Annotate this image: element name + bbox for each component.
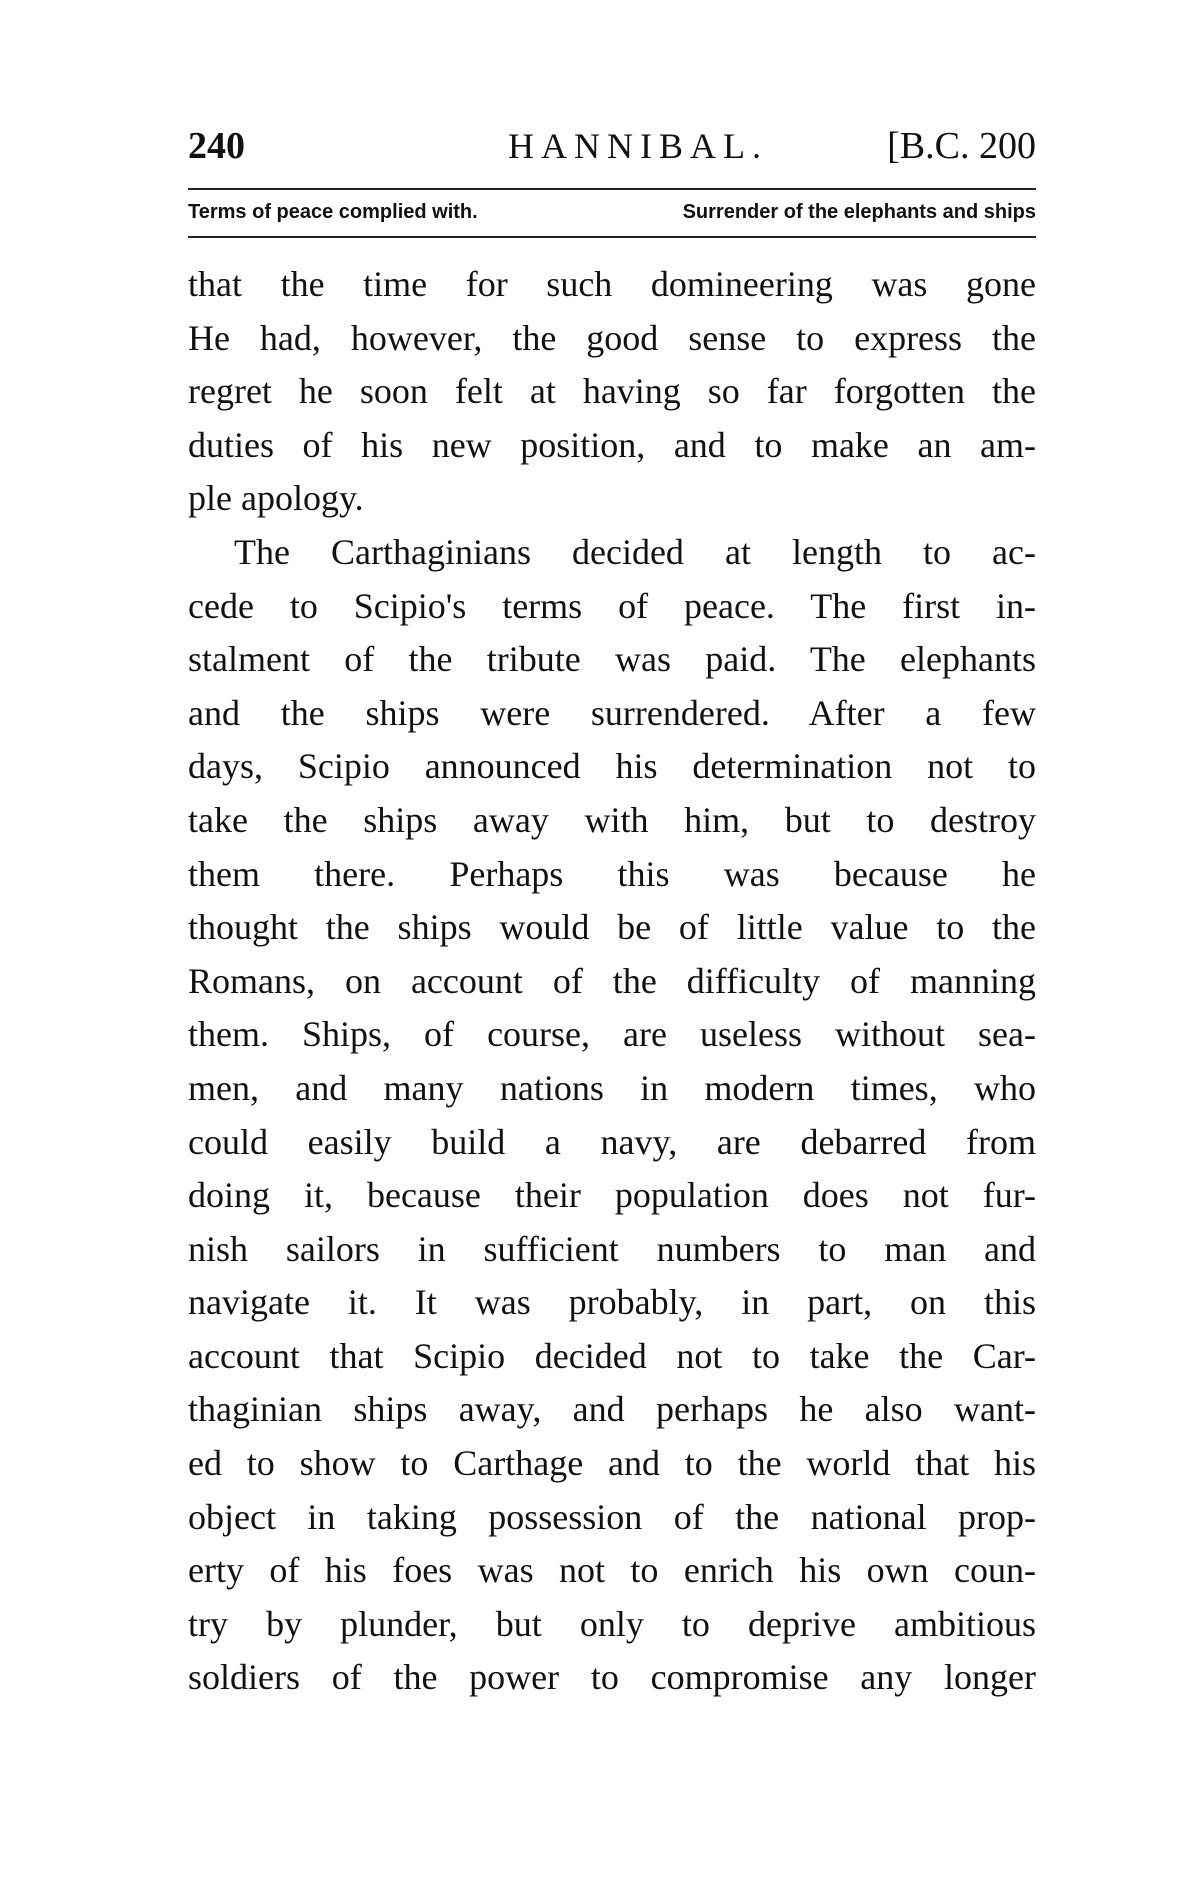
header-rule-top <box>188 188 1036 190</box>
text-line: stalment of the tribute was paid. The elephants <box>188 639 1036 680</box>
text-line: thought the ships would be of little value to the <box>188 907 1036 948</box>
running-head <box>188 118 1036 174</box>
text-line: navigate it. It was probably, in part, on this <box>188 1282 1036 1323</box>
text-line: ed to show to Carthage and to the world that his <box>188 1443 1036 1484</box>
text-line: account that Scipio decided not to take the Car- <box>188 1335 1036 1376</box>
text-line: try by plunder, but only to deprive ambitious <box>188 1603 1036 1644</box>
text-line: duties of his new position, and to make an am- <box>188 424 1036 465</box>
text-line: them. Ships, of course, are useless without sea- <box>188 1014 1036 1055</box>
text-line: He had, however, the good sense to express the <box>188 317 1036 358</box>
text-line: soldiers of the power to compromise any longer <box>188 1657 1036 1698</box>
text-line: doing it, because their population does not fur- <box>188 1175 1036 1216</box>
text-line: nish sailors in sufficient numbers to man and <box>188 1228 1036 1269</box>
text-line: thaginian ships away, and perhaps he also want- <box>188 1389 1036 1430</box>
text-line: Romans, on account of the difficulty of manning <box>188 960 1036 1001</box>
text-line: days, Scipio announced his determination not to <box>188 746 1036 787</box>
text-line: that the time for such domineering was gone <box>188 264 1036 304</box>
text-line: ple apology. <box>188 478 364 519</box>
text-line: could easily build a navy, are debarred from <box>188 1121 1036 1162</box>
header-rule-bottom <box>188 236 1036 238</box>
text-line: The Carthaginians decided at length to ac- <box>234 531 1036 572</box>
text-line: object in taking possession of the national prop- <box>188 1496 1036 1537</box>
text-line: cede to Scipio's terms of peace. The first in- <box>188 585 1036 626</box>
text-line: men, and many nations in modern times, who <box>188 1067 1036 1108</box>
body-text <box>188 258 1036 1705</box>
topic-left: Terms of peace complied with. <box>188 201 478 223</box>
text-line: regret he soon felt at having so far forgotten the <box>188 371 1036 412</box>
topic-right: Surrender of the elephants and ships <box>682 201 1036 223</box>
running-date: [B.C. 200 <box>887 125 1036 167</box>
running-title: HANNIBAL. <box>508 126 768 166</box>
text-line: them there. Perhaps this was because he <box>188 853 1036 894</box>
topic-headings <box>188 192 1036 232</box>
page-number: 240 <box>188 125 245 167</box>
text-line: erty of his foes was not to enrich his own coun- <box>188 1550 1036 1591</box>
text-line: take the ships away with him, but to destroy <box>188 799 1036 840</box>
text-line: and the ships were surrendered. After a few <box>188 692 1036 733</box>
